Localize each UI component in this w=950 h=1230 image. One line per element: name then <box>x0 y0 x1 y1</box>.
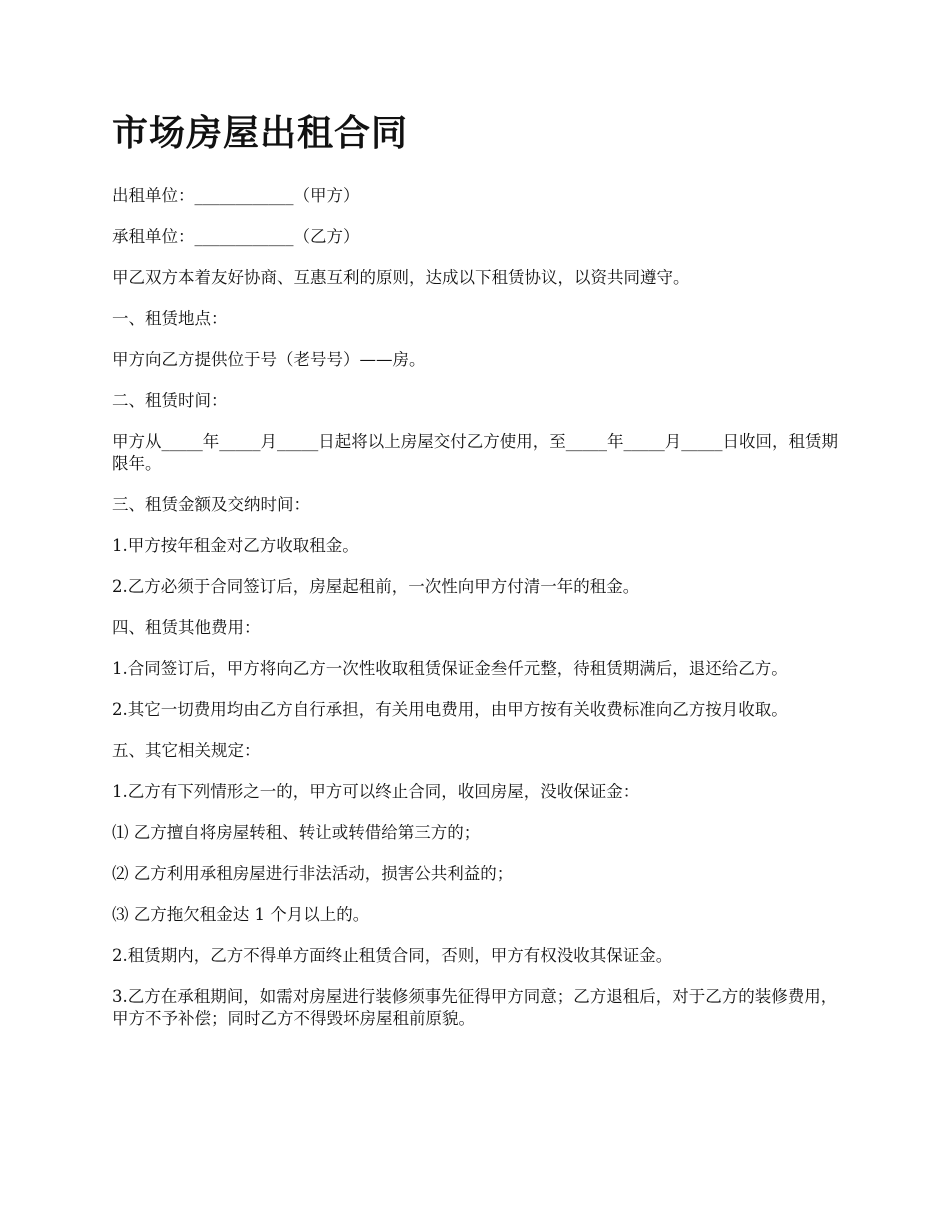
paragraph: 1.合同签订后，甲方将向乙方一次性收取租赁保证金叁仟元整，待租赁期满后，退还给乙方。 <box>112 659 788 679</box>
paragraph: 出租单位：____________（甲方） <box>112 186 360 206</box>
paragraph: 2.其它一切费用均由乙方自行承担，有关用电费用，由甲方按有关收费标准向乙方按月收取。 <box>112 700 788 720</box>
paragraph: 3.乙方在承租期间，如需对房屋进行装修须事先征得甲方同意；乙方退租后，对于乙方的装修费用，甲方不予补偿；同时乙方不得毁坏房屋租前原貌。 <box>112 987 838 1029</box>
paragraph: 甲方向乙方提供位于号（老号号）——房。 <box>112 350 426 370</box>
paragraph: 甲方从_____年_____月_____日起将以上房屋交付乙方使用，至_____年_____月_____日收回，租赁期限年。 <box>112 432 838 474</box>
section-heading: 二、租赁时间： <box>112 391 228 411</box>
list-item: ⑴ 乙方擅自将房屋转租、转让或转借给第三方的； <box>112 823 481 843</box>
section-heading: 五、其它相关规定： <box>112 741 261 761</box>
section-heading: 四、租赁其他费用： <box>112 618 261 638</box>
section-heading: 三、租赁金额及交纳时间： <box>112 495 310 515</box>
paragraph: 2.乙方必须于合同签订后，房屋起租前，一次性向甲方付清一年的租金。 <box>112 577 640 597</box>
section-heading: 一、租赁地点： <box>112 309 228 329</box>
list-item: ⑵ 乙方利用承租房屋进行非法活动，损害公共利益的； <box>112 864 514 884</box>
paragraph: 甲乙双方本着友好协商、互惠互利的原则，达成以下租赁协议，以资共同遵守。 <box>112 268 690 288</box>
list-item: ⑶ 乙方拖欠租金达 1 个月以上的。 <box>112 905 370 925</box>
paragraph: 1.甲方按年租金对乙方收取租金。 <box>112 536 359 556</box>
paragraph: 2.租赁期内，乙方不得单方面终止租赁合同，否则，甲方有权没收其保证金。 <box>112 946 673 966</box>
document-title: 市场房屋出租合同 <box>112 113 409 154</box>
paragraph: 1.乙方有下列情形之一的，甲方可以终止合同，收回房屋，没收保证金： <box>112 782 640 802</box>
paragraph: 承租单位：____________（乙方） <box>112 227 360 247</box>
